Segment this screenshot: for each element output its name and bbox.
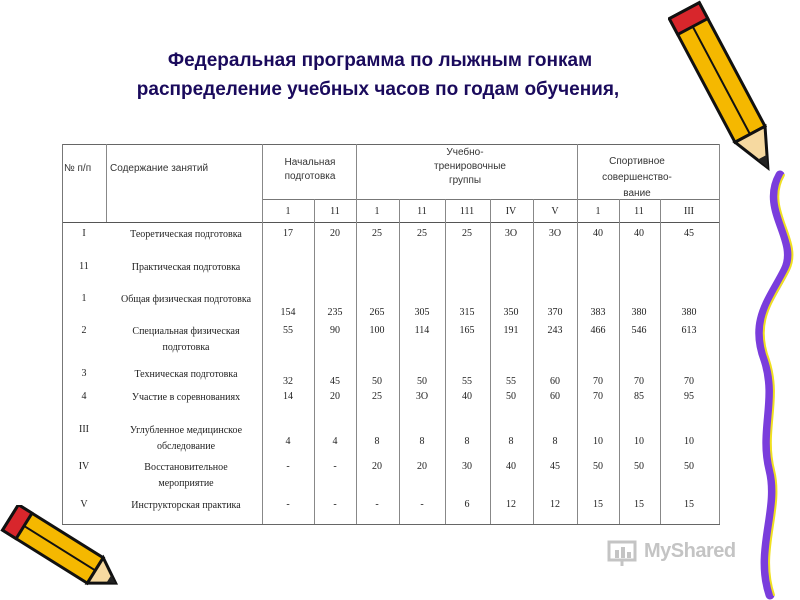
table-cell: 380 bbox=[681, 307, 697, 318]
table-cell: 85 bbox=[634, 391, 644, 402]
table-cell: 15 bbox=[593, 499, 603, 510]
table-cell: - bbox=[375, 499, 379, 510]
table-cell: 6 bbox=[464, 499, 470, 510]
row-content-label: Специальная физическая подготовка bbox=[132, 326, 240, 353]
header-group-initial: Начальная подготовка bbox=[284, 157, 336, 182]
table-cell: 383 bbox=[590, 307, 606, 318]
table-cell: 14 bbox=[283, 391, 293, 402]
table-cell: 350 bbox=[503, 307, 519, 318]
row-number: 11 bbox=[79, 261, 89, 272]
table-cell: 30 bbox=[462, 461, 472, 472]
table-cell: 60 bbox=[550, 391, 560, 402]
subheader-cell: 1 bbox=[285, 206, 291, 217]
subheader-cell: 1 bbox=[595, 206, 601, 217]
row-number: I bbox=[82, 228, 86, 239]
row-number: III bbox=[79, 424, 89, 435]
table-cell: - bbox=[286, 461, 290, 472]
table-cell: 370 bbox=[547, 307, 563, 318]
header-group-training: Учебно-тренировочные группы bbox=[434, 147, 506, 186]
row-content-label: Техническая подготовка bbox=[134, 369, 238, 380]
myshared-text: MyShared bbox=[644, 540, 736, 562]
pencil-icon bbox=[668, 0, 788, 190]
table-cell: 466 bbox=[590, 325, 606, 336]
hours-table bbox=[62, 142, 720, 525]
swirl-decoration bbox=[740, 170, 800, 600]
row-number: 3 bbox=[81, 368, 87, 379]
subheader-cell: 111 bbox=[459, 206, 475, 217]
table-cell: 613 bbox=[681, 325, 697, 336]
table-cell: 50 bbox=[684, 461, 694, 472]
subheader-cell: IV bbox=[505, 206, 517, 217]
table-cell: 70 bbox=[593, 391, 603, 402]
table-cell: 50 bbox=[506, 391, 516, 402]
header-content: Содержание занятий bbox=[110, 163, 209, 174]
slide-title-line1: Федеральная программа по лыжным гонкам bbox=[167, 50, 593, 71]
table-cell: 4 bbox=[285, 436, 291, 447]
row-content-label: Углубленное медицинское обследование bbox=[129, 425, 243, 452]
table-cell: 3О bbox=[415, 391, 429, 402]
subheader-cell: V bbox=[551, 206, 559, 217]
table-cell: 12 bbox=[506, 499, 516, 510]
table-cell: 243 bbox=[547, 325, 563, 336]
table-cell: 3О bbox=[548, 228, 562, 239]
table-cell: 4 bbox=[332, 436, 338, 447]
subheader-cell: 1 bbox=[374, 206, 380, 217]
table-cell: 50 bbox=[372, 376, 382, 387]
table-cell: 40 bbox=[634, 228, 644, 239]
table-cell: 8 bbox=[552, 436, 558, 447]
table-cell: 20 bbox=[372, 461, 382, 472]
table-cell: 40 bbox=[506, 461, 516, 472]
table-cell: 20 bbox=[330, 391, 340, 402]
table-cell: 50 bbox=[593, 461, 603, 472]
row-number: 1 bbox=[81, 293, 87, 304]
table-cell: 3О bbox=[504, 228, 518, 239]
table-cell: 25 bbox=[417, 228, 427, 239]
subheader-cell: 11 bbox=[330, 206, 340, 217]
table-cell: 305 bbox=[414, 307, 430, 318]
table-cell: 25 bbox=[462, 228, 472, 239]
table-cell: 50 bbox=[634, 461, 644, 472]
table-cell: 15 bbox=[634, 499, 644, 510]
table-cell: 100 bbox=[369, 325, 385, 336]
row-content-label: Участие в соревнованиях bbox=[131, 392, 241, 403]
table-cell: 25 bbox=[372, 228, 382, 239]
table-cell: 20 bbox=[417, 461, 427, 472]
myshared-logo-icon bbox=[606, 538, 640, 568]
table-cell: 165 bbox=[459, 325, 475, 336]
table-cell: 55 bbox=[462, 376, 472, 387]
row-number: IV bbox=[78, 461, 90, 472]
table-cell: - bbox=[333, 499, 337, 510]
table-cell: 546 bbox=[631, 325, 647, 336]
row-number: 4 bbox=[81, 391, 87, 402]
row-content-label: Теоретическая подготовка bbox=[130, 229, 242, 240]
row-number: 2 bbox=[81, 325, 87, 336]
table-cell: 12 bbox=[550, 499, 560, 510]
table-cell: 154 bbox=[280, 307, 296, 318]
subheader-cell: III bbox=[684, 206, 694, 217]
table-cell: 60 bbox=[550, 376, 560, 387]
table-cell: 45 bbox=[550, 461, 560, 472]
table-cell: 8 bbox=[419, 436, 425, 447]
table-cell: - bbox=[286, 499, 290, 510]
table-cell: 191 bbox=[503, 325, 519, 336]
table-cell: 8 bbox=[464, 436, 470, 447]
table-cell: 95 bbox=[684, 391, 694, 402]
table-cell: 40 bbox=[593, 228, 603, 239]
table-cell: 50 bbox=[417, 376, 427, 387]
header-num: № п/п bbox=[64, 163, 92, 174]
row-content-label: Практическая подготовка bbox=[131, 262, 241, 273]
table-cell: 45 bbox=[684, 228, 694, 239]
table-cell: 8 bbox=[508, 436, 514, 447]
table-cell: - bbox=[333, 461, 337, 472]
table-cell: 45 bbox=[330, 376, 340, 387]
table-cell: 55 bbox=[506, 376, 516, 387]
table-cell: 90 bbox=[330, 325, 340, 336]
table-cell: 20 bbox=[330, 228, 340, 239]
table-cell: 315 bbox=[459, 307, 475, 318]
table-cell: 32 bbox=[283, 376, 293, 387]
table-cell: 10 bbox=[634, 436, 644, 447]
table-cell: 10 bbox=[593, 436, 603, 447]
table-cell: 15 bbox=[684, 499, 694, 510]
table-cell: 70 bbox=[634, 376, 644, 387]
pencil-icon bbox=[0, 505, 125, 600]
row-content-label: Инструкторская практика bbox=[131, 500, 241, 511]
table-cell: 265 bbox=[369, 307, 385, 318]
myshared-watermark bbox=[606, 538, 766, 568]
table-cell: 40 bbox=[462, 391, 472, 402]
slide-title-line2: распределение учебных часов по годам обучения, bbox=[136, 79, 620, 100]
subheader-cell: 11 bbox=[417, 206, 427, 217]
table-cell: 10 bbox=[684, 436, 694, 447]
table-cell: 55 bbox=[283, 325, 293, 336]
table-cell: 70 bbox=[593, 376, 603, 387]
table-cell: 8 bbox=[374, 436, 380, 447]
table-cell: 25 bbox=[372, 391, 382, 402]
row-number: V bbox=[80, 499, 88, 510]
table-cell: 380 bbox=[631, 307, 647, 318]
table-cell: - bbox=[420, 499, 424, 510]
row-content-label: Общая физическая подготовка bbox=[120, 294, 252, 305]
row-content-label: Восстановительное мероприятие bbox=[144, 462, 228, 489]
table-cell: 114 bbox=[414, 325, 430, 336]
table-cell: 17 bbox=[283, 228, 293, 239]
header-group-sport: Спортивное совершенство-вание bbox=[602, 156, 672, 199]
subheader-cell: 11 bbox=[634, 206, 644, 217]
table-cell: 235 bbox=[327, 307, 343, 318]
table-cell: 70 bbox=[684, 376, 694, 387]
